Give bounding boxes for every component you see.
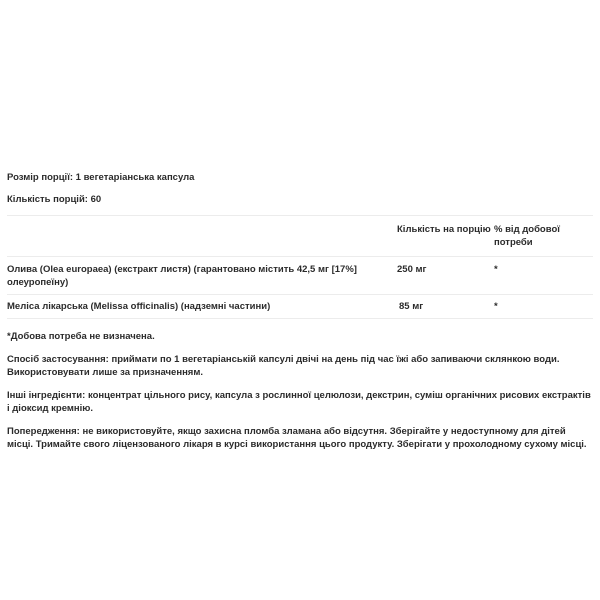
header-amount: Кількість на порцію xyxy=(397,224,491,235)
ingredient-amount: 85 мг xyxy=(399,301,424,312)
ingredient-dv: * xyxy=(494,301,498,312)
supplement-facts xyxy=(7,171,593,451)
daily-value-footnote: *Добова потреба не визначена. xyxy=(7,331,155,342)
ingredient-name: Меліса лікарська (Melissa officinalis) (надземні частини) xyxy=(7,301,271,312)
other-ingredients: Інші інгредієнти: концентрат цільного рису, капсула з рослинної целюлози, декстрин, суміш органічних рисових екстрактів і діоксид кремнію. xyxy=(7,390,591,414)
warning-text: Попередження: не використовуйте, якщо захисна пломба зламана або відсутня. Зберігайте у недоступному для дітей місці. Тримайте свого ліцензованого лікаря в курсі використання цього продукту. Зберігати у прохолодному сухому місці. xyxy=(7,426,587,450)
header-ingredient xyxy=(7,216,397,257)
servings-count: Кількість порцій: 60 xyxy=(7,194,102,205)
ingredient-dv: * xyxy=(494,264,498,275)
table-header-row xyxy=(7,216,593,257)
header-daily-value: % від добової потреби xyxy=(494,224,560,248)
ingredient-name: Олива (Olea europaea) (екстракт листя) (гарантовано містить 42,5 мг [17%] олеуропеїну) xyxy=(7,264,357,288)
nutrition-table xyxy=(7,215,593,319)
ingredient-amount: 250 мг xyxy=(397,264,427,275)
serving-size: Розмір порції: 1 вегетаріанська капсула xyxy=(7,172,195,183)
table-row xyxy=(7,295,593,319)
table-row xyxy=(7,257,593,295)
usage-instructions: Спосіб застосування: приймати по 1 вегетаріанській капсулі двічі на день під час їжі або запиваючи склянкою води. Використовувати лише за призначенням. xyxy=(7,354,560,378)
